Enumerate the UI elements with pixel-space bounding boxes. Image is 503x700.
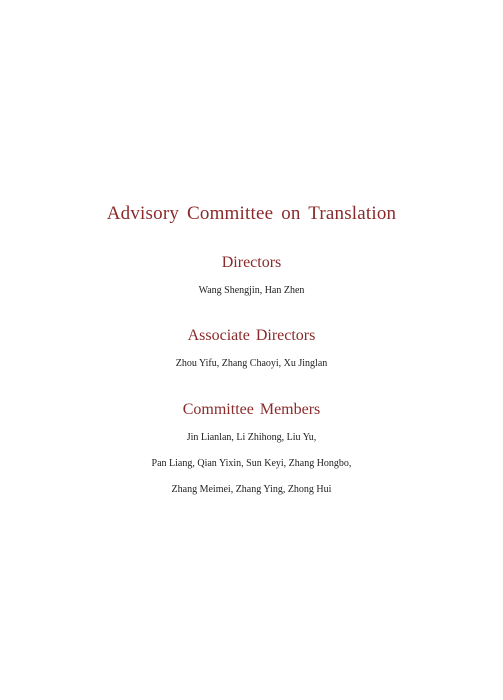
section-heading-associate-directors: Associate Directors [187,327,316,344]
section-heading-directors: Directors [221,254,282,271]
committee-members-line: Zhang Meimei, Zhang Ying, Zhong Hui [171,484,332,495]
committee-members-line: Jin Lianlan, Li Zhihong, Liu Yu, [186,432,317,443]
section-heading-committee-members: Committee Members [182,401,321,418]
associate-directors-names: Zhou Yifu, Zhang Chaoyi, Xu Jinglan [175,358,328,369]
directors-names: Wang Shengjin, Han Zhen [198,285,305,296]
committee-members-line: Pan Liang, Qian Yixin, Sun Keyi, Zhang Hongbo, [151,458,352,469]
document-title: Advisory Committee on Translation [106,203,397,224]
